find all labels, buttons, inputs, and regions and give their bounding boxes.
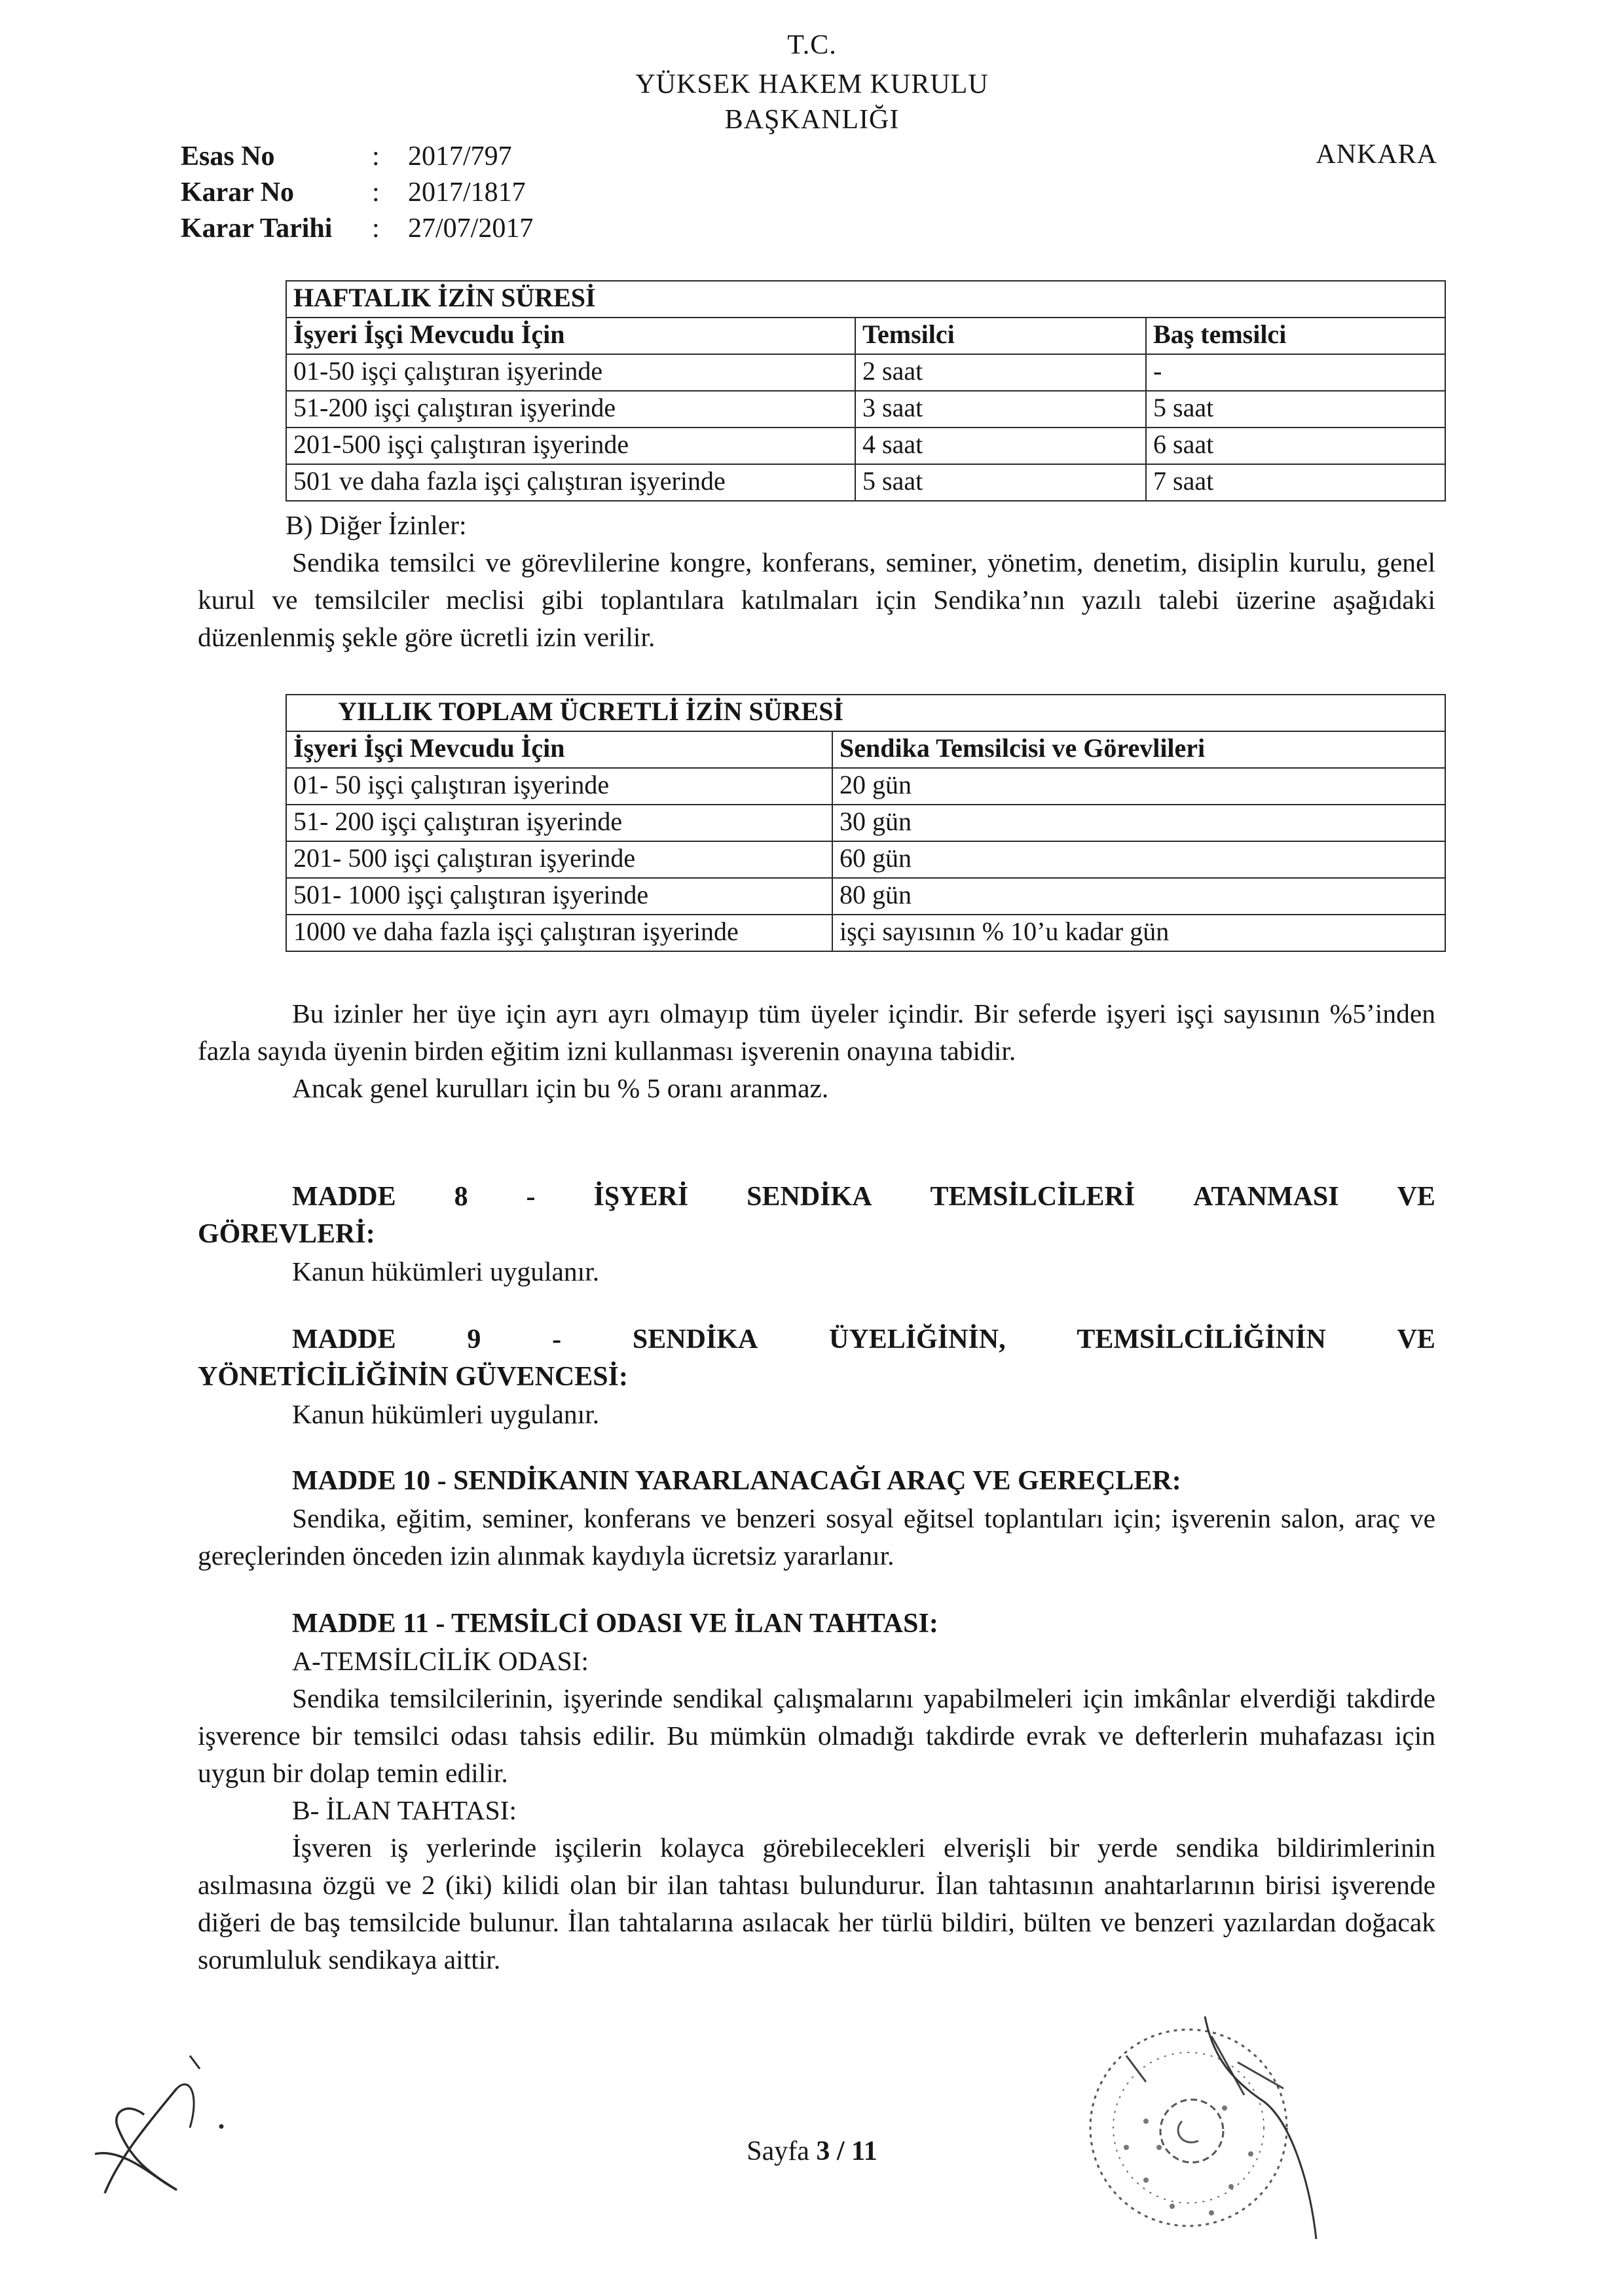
table-row [286,805,1445,841]
column-header: Sendika Temsilcisi ve Görevlileri [832,731,1445,768]
table-cell: 51- 200 işçi çalıştıran işyerinde [286,805,832,841]
heading-word: ÜYELİĞİNİN, [829,1324,1006,1355]
subsection-b-title: B- İLAN TAHTASI: [292,1795,517,1825]
header-institution: YÜKSEK HAKEM KURULU [635,69,989,100]
article-9-heading [198,1321,1435,1358]
article-8-heading [198,1178,1435,1216]
page-footer [0,2136,1624,2167]
meta-tarih [181,211,533,247]
table-cell: 60 gün [832,841,1445,878]
article-8-text: Kanun hükümleri uygulanır. [292,1256,600,1286]
table-cell: 30 gün [832,805,1445,841]
table-row [286,391,1445,428]
table-cell: 51-200 işçi çalıştıran işyerinde [286,391,855,428]
heading-word: İŞYERİ [593,1182,689,1212]
note-paragraph: Bu izinler her üye için ayrı ayrı olmayıp tüm üyeler içindir. Bir seferde işyeri işçi sayısının %5’inden fazla sayıda üyenin birden eğitim izni kullanması işverenin onayına tabidir. [198,998,1435,1066]
weekly-leave-table [286,280,1446,501]
meta-colon: : [372,141,380,172]
table-cell: 1000 ve daha fazla işçi çalıştıran işyerinde [286,915,832,951]
official-seal-stamp [1048,1990,1323,2259]
column-header: Baş temsilci [1146,318,1445,354]
table-row [286,915,1445,951]
column-header: İşyeri İşçi Mevcudu İçin [286,318,855,354]
meta-value: 2017/797 [408,141,512,172]
table-title: YILLIK TOPLAM ÜCRETLİ İZİN SÜRESİ [286,695,1445,731]
meta-colon: : [372,177,380,208]
article-11 [198,1605,1435,1978]
table-cell: 7 saat [1146,464,1445,501]
table-row [286,464,1445,501]
heading-word: - [552,1324,562,1355]
page-number: 3 / 11 [816,2136,877,2166]
article-10-heading: MADDE 10 - SENDİKANIN YARARLANACAĞI ARAÇ VE GEREÇLER: [292,1466,1181,1496]
heading-word: 8 [454,1182,468,1212]
table-cell: - [1146,354,1445,391]
heading-word: - [526,1182,536,1212]
article-10 [198,1463,1435,1575]
header-presidency: BAŞKANLIĞI [724,105,900,135]
table-cell: 3 saat [855,391,1146,428]
heading-word: SENDİKA [747,1182,872,1212]
heading-word: VE [1397,1182,1435,1212]
table-cell: 201- 500 işçi çalıştıran işyerinde [286,841,832,878]
heading-word: TEMSİLCİLERİ [930,1182,1135,1212]
table-row [286,768,1445,805]
meta-value: 27/07/2017 [408,213,534,244]
meta-label: Karar Tarihi [181,213,333,244]
article-9 [198,1321,1435,1433]
section-b [198,507,1435,656]
article-9-heading-cont: YÖNETİCİLİĞİNİN GÜVENCESİ: [198,1362,628,1392]
note-paragraph: Ancak genel kurulları için bu % 5 oranı aranmaz. [292,1073,829,1103]
table-title: HAFTALIK İZİN SÜRESİ [286,281,1445,318]
heading-word: MADDE [292,1324,396,1355]
table-cell: 4 saat [855,428,1146,464]
meta-label: Karar No [181,177,295,208]
table-cell: 20 gün [832,768,1445,805]
table-cell: 01- 50 işçi çalıştıran işyerinde [286,768,832,805]
article-8 [198,1178,1435,1290]
meta-karar [181,175,533,211]
subsection-a-title: A-TEMSİLCİLİK ODASI: [292,1646,589,1676]
table-cell: 2 saat [855,354,1146,391]
table-cell: 6 saat [1146,428,1445,464]
table-cell: 201-500 işçi çalıştıran işyerinde [286,428,855,464]
annual-leave-notes [198,995,1435,1107]
table-cell: 5 saat [1146,391,1445,428]
heading-word: SENDİKA [632,1324,758,1355]
page-label: Sayfa [747,2136,817,2166]
table-row [286,354,1445,391]
table-cell: işçi sayısının % 10’u kadar gün [832,915,1445,951]
article-9-text: Kanun hükümleri uygulanır. [292,1399,600,1429]
article-11-heading: MADDE 11 - TEMSİLCİ ODASI VE İLAN TAHTASI: [292,1609,938,1639]
column-header: İşyeri İşçi Mevcudu İçin [286,731,832,768]
city-label: ANKARA [1316,139,1437,170]
meta-esas [181,139,533,175]
meta-colon: : [372,213,380,244]
heading-word: MADDE [292,1182,396,1212]
section-b-heading: B) Diğer İzinler: [286,510,467,540]
heading-word: VE [1397,1324,1435,1355]
subsection-b-text: İşveren iş yerlerinde işçilerin kolayca görebilecekleri elverişli bir yerde sendika bildirimlerinin asılmasına özgü ve 2 (iki) kilidi olan bir ilan tahtası bulundurur. İlan tahtasının anahtarlarının birisi işverende diğeri de baş temsilcide bulunur. İlan tahtalarına asılacak her türlü bildiri, bülten ve benzeri yazılardan doğacak sorumluluk sendikaya aittir. [198,1832,1435,1975]
table-cell: 01-50 işçi çalıştıran işyerinde [286,354,855,391]
table-row [286,841,1445,878]
handwritten-initials [79,2049,249,2200]
meta-label: Esas No [181,141,275,172]
heading-word: TEMSİLCİLİĞİNİN [1077,1324,1326,1355]
heading-word: ATANMASI [1193,1182,1339,1212]
case-metadata [181,139,533,247]
annual-leave-table [286,694,1446,952]
meta-value: 2017/1817 [408,177,526,208]
article-8-heading-cont: GÖREVLERİ: [198,1219,375,1249]
table-cell: 5 saat [855,464,1146,501]
section-b-text: Sendika temsilci ve görevlilerine kongre, konferans, seminer, yönetim, denetim, disiplin kurulu, genel kurul ve temsilciler meclisi gibi toplantılara katılmaları için Sendika’nın yazılı talebi üzerine aşağıdaki düzenlenmiş şekle göre ücretli izin verilir. [198,547,1435,652]
heading-word: 9 [467,1324,481,1355]
table-cell: 501- 1000 işçi çalıştıran işyerinde [286,878,832,915]
table-row [286,428,1445,464]
table-row [286,878,1445,915]
header-line-tc: T.C. [787,30,837,60]
table-cell: 80 gün [832,878,1445,915]
article-10-text: Sendika, eğitim, seminer, konferans ve benzeri sosyal eğitsel toplantıları için; işverenin salon, araç ve gereçlerinden önceden izin alınmak kaydıyla ücretsiz yararlanır. [198,1503,1435,1571]
subsection-a-text: Sendika temsilcilerinin, işyerinde sendikal çalışmalarını yapabilmeleri için imkânlar elverdiği takdirde işverence bir temsilci odası tahsis edilir. Bu mümkün olmadığı takdirde evrak ve defterlerin muhafazası için uygun bir dolap temin edilir. [198,1683,1435,1788]
column-header: Temsilci [855,318,1146,354]
table-cell: 501 ve daha fazla işçi çalıştıran işyerinde [286,464,855,501]
